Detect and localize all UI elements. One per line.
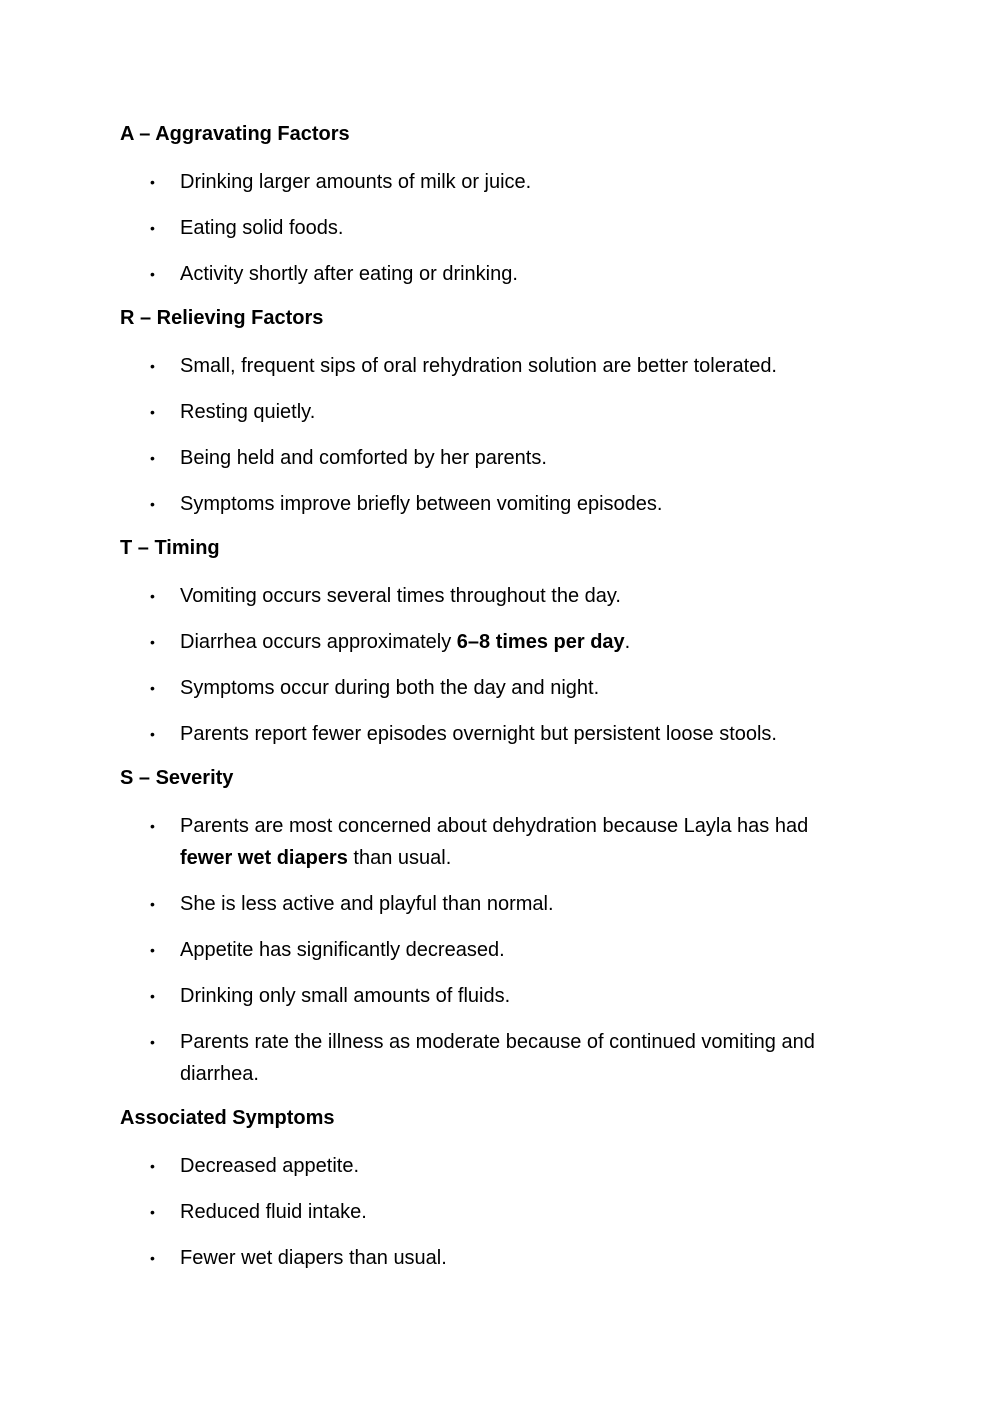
- section: [120, 120, 993, 290]
- bullet-icon: •: [150, 988, 155, 1004]
- section: [120, 764, 993, 1090]
- list-item: [120, 350, 860, 382]
- section: [120, 304, 993, 520]
- list-item: [120, 488, 860, 520]
- bullet-icon: •: [150, 1250, 155, 1266]
- item-text: Decreased appetite.: [180, 1155, 360, 1177]
- emphasized-text: 6–8 times per day: [456, 631, 625, 653]
- item-text: Symptoms improve briefly between vomiting episodes.: [180, 493, 663, 515]
- item-text: .: [624, 631, 631, 653]
- item-text: Small, frequent sips of oral rehydration solution are better tolerated.: [180, 355, 777, 377]
- list-item: [120, 888, 860, 920]
- list-item: [120, 1196, 860, 1228]
- list-item: [120, 934, 860, 966]
- list-item: [120, 626, 860, 658]
- item-text: She is less active and playful than normal.: [180, 893, 554, 915]
- item-text: Resting quietly.: [180, 401, 316, 423]
- list-item: [120, 166, 860, 198]
- bullet-icon: •: [150, 818, 155, 834]
- list-item: [120, 396, 860, 428]
- section-heading: A – Aggravating Factors: [120, 123, 350, 145]
- bullet-icon: •: [150, 496, 155, 512]
- list-item: [120, 718, 860, 750]
- item-text: Parents rate the illness as moderate because of continued vomiting and diarrhea.: [180, 1031, 815, 1085]
- emphasized-text: fewer wet diapers: [180, 847, 348, 869]
- bullet-list: [120, 1150, 993, 1274]
- bullet-list: [120, 166, 993, 290]
- section-heading: S – Severity: [120, 767, 234, 789]
- list-item: [120, 672, 860, 704]
- item-text: Drinking larger amounts of milk or juice.: [180, 171, 532, 193]
- item-text: Vomiting occurs several times throughout the day.: [180, 585, 621, 607]
- bullet-icon: •: [150, 1158, 155, 1174]
- item-text: than usual.: [347, 847, 452, 869]
- list-item: [120, 1242, 860, 1274]
- bullet-icon: •: [150, 1204, 155, 1220]
- section-heading: Associated Symptoms: [120, 1107, 335, 1129]
- list-item: [120, 1150, 860, 1182]
- list-item: [120, 258, 860, 290]
- section: [120, 534, 993, 750]
- list-item: [120, 442, 860, 474]
- bullet-icon: •: [150, 588, 155, 604]
- list-item: [120, 810, 860, 874]
- bullet-icon: •: [150, 634, 155, 650]
- list-item: [120, 980, 860, 1012]
- item-text: Eating solid foods.: [180, 217, 344, 239]
- bullet-list: [120, 580, 993, 750]
- bullet-icon: •: [150, 220, 155, 236]
- list-item: [120, 1026, 860, 1090]
- item-text: Fewer wet diapers than usual.: [180, 1247, 447, 1269]
- bullet-icon: •: [150, 680, 155, 696]
- list-item: [120, 580, 860, 612]
- bullet-icon: •: [150, 404, 155, 420]
- bullet-list: [120, 350, 993, 520]
- item-text: Parents report fewer episodes overnight but persistent loose stools.: [180, 723, 777, 745]
- item-text: Activity shortly after eating or drinking.: [180, 263, 518, 285]
- bullet-list: [120, 810, 993, 1090]
- bullet-icon: •: [150, 450, 155, 466]
- item-text: Parents are most concerned about dehydration because Layla has had: [180, 815, 809, 837]
- bullet-icon: •: [150, 896, 155, 912]
- item-text: Reduced fluid intake.: [180, 1201, 367, 1223]
- bullet-icon: •: [150, 726, 155, 742]
- bullet-icon: •: [150, 358, 155, 374]
- item-text: Appetite has significantly decreased.: [180, 939, 505, 961]
- list-item: [120, 212, 860, 244]
- section-heading: R – Relieving Factors: [120, 307, 324, 329]
- item-text: Symptoms occur during both the day and night.: [180, 677, 600, 699]
- item-text: Drinking only small amounts of fluids.: [180, 985, 511, 1007]
- section: [120, 1104, 993, 1274]
- item-text: Diarrhea occurs approximately: [180, 631, 457, 653]
- bullet-icon: •: [150, 942, 155, 958]
- section-heading: T – Timing: [120, 537, 220, 559]
- bullet-icon: •: [150, 266, 155, 282]
- bullet-icon: •: [150, 1034, 155, 1050]
- item-text: Being held and comforted by her parents.: [180, 447, 547, 469]
- bullet-icon: •: [150, 174, 155, 190]
